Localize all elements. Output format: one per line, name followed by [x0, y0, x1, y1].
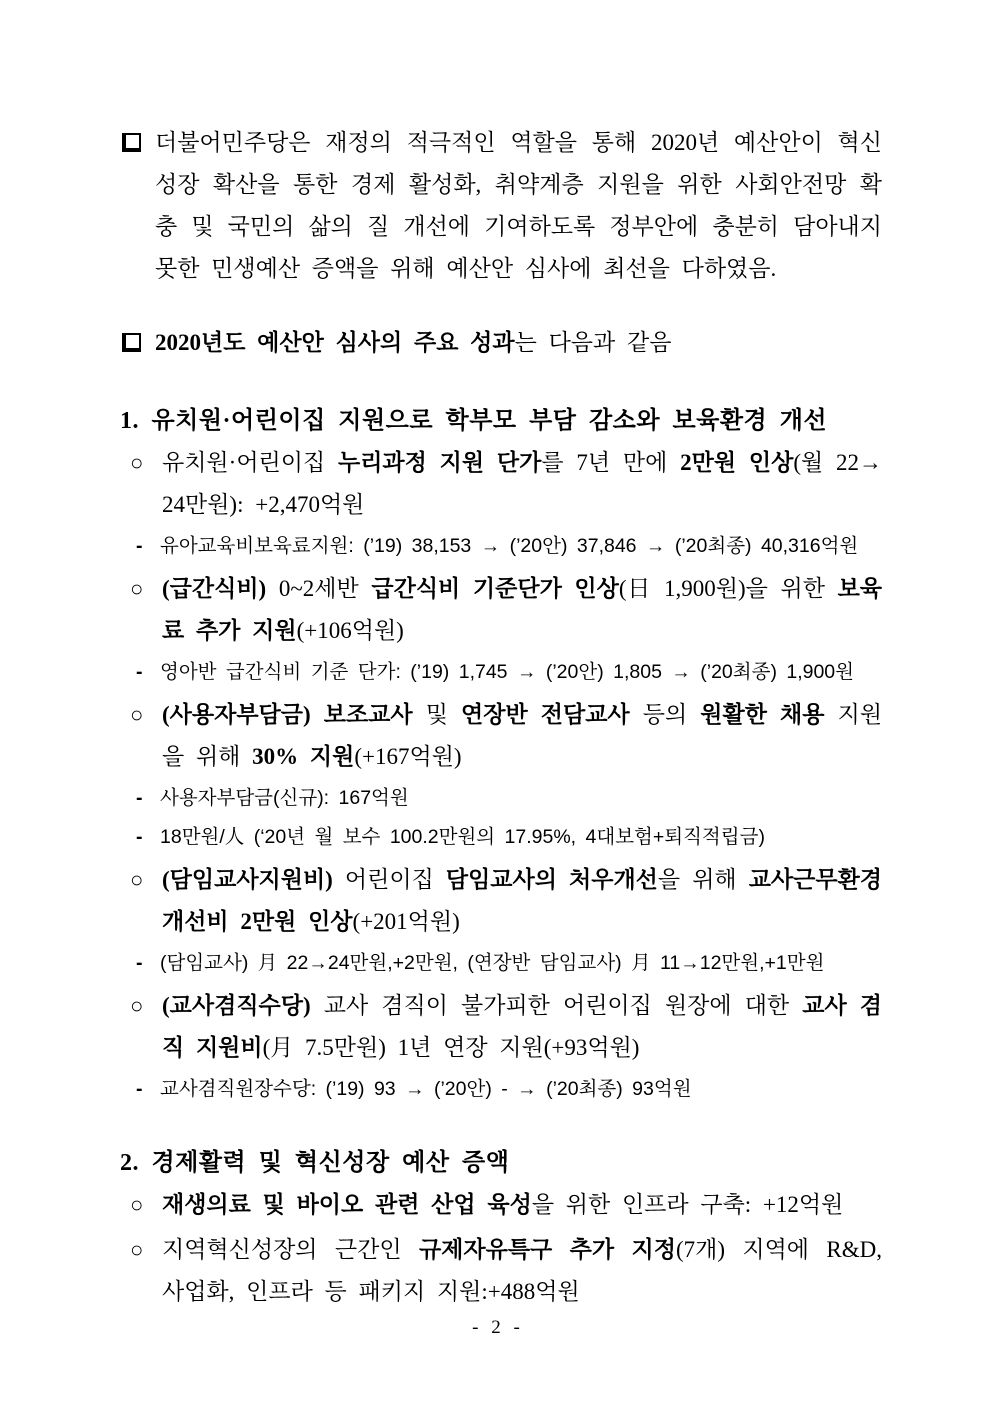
circle-item	[130, 1229, 882, 1313]
item-text: 유치원·어린이집 누리과정 지원 단가를 7년 만에 2만원 인상(월 22→ 24만원): +2,470억원	[162, 450, 883, 517]
circle-bullet-icon: ○	[130, 1192, 144, 1217]
item-text: (급간식비) 0~2세반 급간식비 기준단가 인상(日 1,900원)을 위한 보육료 추가 지원(+106억원)	[162, 576, 882, 643]
subitem-text: 유아교육비보육료지원: (’19) 38,153 → (’20안) 37,846 → (’20최종) 40,316억원	[160, 535, 859, 557]
paragraph-text: 2020년도 예산안 심사의 주요 성과는 다음과 같음	[155, 330, 672, 355]
dash-item	[136, 1072, 882, 1106]
dash-item	[136, 655, 882, 689]
item-text: (사용자부담금) 보조교사 및 연장반 전담교사 등의 원활한 채용 지원을 위해 30% 지원(+167억원)	[162, 702, 883, 769]
section-heading-2: 2. 경제활력 및 혁신성장 예산 증액	[120, 1150, 510, 1176]
dash-bullet-icon: -	[136, 826, 143, 848]
item-text: 재생의료 및 바이오 관련 산업 육성을 위한 인프라 구축: +12억원	[162, 1192, 844, 1217]
subitem-text: (담임교사) 月 22→24만원,+2만원, (연장반 담임교사) 月 11→12만원,+1만원	[160, 952, 825, 974]
circle-bullet-icon: ○	[130, 450, 144, 475]
dash-bullet-icon: -	[136, 661, 143, 683]
dash-bullet-icon: -	[136, 1078, 143, 1100]
circle-item	[130, 442, 882, 526]
circle-bullet-icon: ○	[130, 993, 144, 1018]
circle-bullet-icon: ○	[130, 867, 144, 892]
checkbox-bullet-icon	[122, 133, 141, 152]
dash-item	[136, 529, 882, 563]
check-paragraph	[120, 122, 882, 290]
circle-bullet-icon: ○	[130, 1237, 144, 1262]
paragraph-text: 더불어민주당은 재정의 적극적인 역할을 통해 2020년 예산안이 혁신성장 확산을 통한 경제 활성화, 취약계층 지원을 위한 사회안전망 확충 및 국민의 삶의 질 개선에 기여하도록 정부안에 충분히 담아내지 못한 민생예산 증액을 위해 예산안 심사에 최선을 다하였음.	[155, 130, 882, 281]
subitem-text: 교사겸직원장수당: (’19) 93 → (’20안) - → (’20최종) 93억원	[160, 1078, 692, 1100]
circle-bullet-icon: ○	[130, 702, 144, 727]
subitem-text: 사용자부담금(신규): 167억원	[160, 787, 409, 809]
item-text: (담임교사지원비) 어린이집 담임교사의 처우개선을 위해 교사근무환경 개선비 2만원 인상(+201억원)	[162, 867, 883, 934]
checkbox-bullet-icon	[122, 333, 141, 352]
subitem-text: 영아반 급간식비 기준 단가: (’19) 1,745 → (’20안) 1,805 → (’20최종) 1,900원	[160, 661, 854, 683]
dash-item	[136, 820, 882, 854]
circle-item	[130, 694, 882, 778]
circle-item	[130, 1184, 882, 1226]
section-heading-1: 1. 유치원·어린이집 지원으로 학부모 부담 감소와 보육환경 개선	[120, 408, 828, 434]
item-text: 지역혁신성장의 근간인 규제자유특구 추가 지정(7개) 지역에 R&D, 사업화, 인프라 등 패키지 지원:+488억원	[162, 1237, 882, 1304]
item-text: (교사겸직수당) 교사 겸직이 불가피한 어린이집 원장에 대한 교사 겸직 지원비(月 7.5만원) 1년 연장 지원(+93억원)	[162, 993, 882, 1060]
dash-item	[136, 781, 882, 815]
circle-item	[130, 859, 882, 943]
page-number: - 2 -	[472, 1317, 520, 1338]
dash-item	[136, 946, 882, 980]
dash-bullet-icon: -	[136, 787, 143, 809]
dash-bullet-icon: -	[136, 952, 143, 974]
subitem-text: 18만원/人 (‘20년 월 보수 100.2만원의 17.95%, 4대보험+퇴직적립금)	[160, 826, 765, 848]
document-content	[120, 122, 882, 1313]
check-paragraph	[120, 322, 882, 364]
circle-item	[130, 568, 882, 652]
dash-bullet-icon: -	[136, 535, 143, 557]
circle-bullet-icon: ○	[130, 576, 144, 601]
circle-item	[130, 985, 882, 1069]
